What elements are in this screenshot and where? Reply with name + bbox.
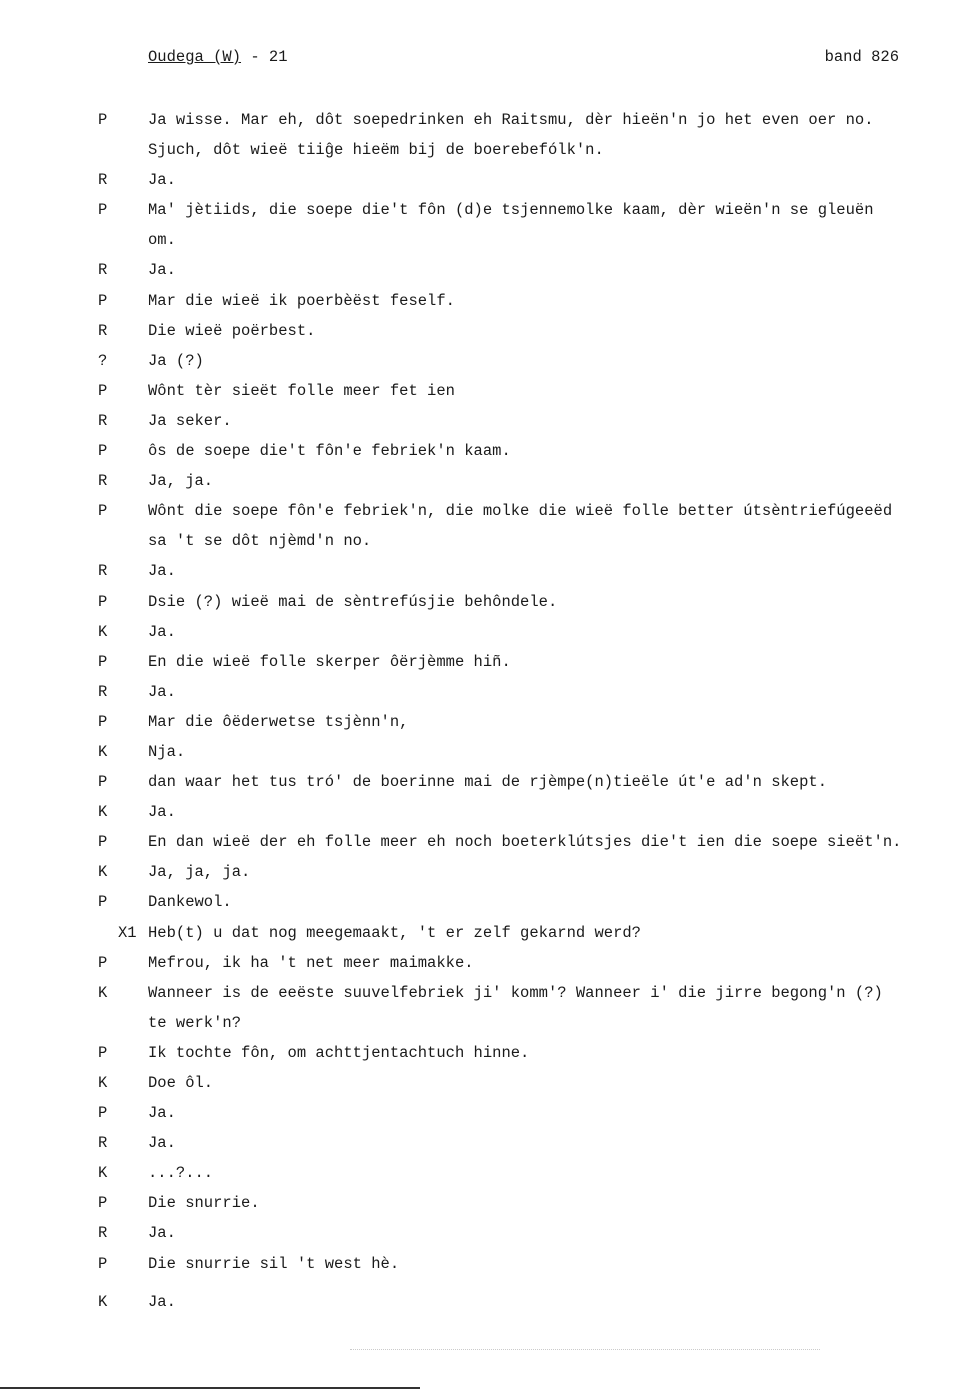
speaker-label: X1: [118, 923, 137, 942]
speaker-label: P: [98, 502, 108, 521]
transcript-line: [0, 318, 979, 348]
speaker-label: K: [98, 863, 108, 882]
transcript-line: [0, 1040, 979, 1070]
line-text: Heb(t) u dat nog meegemaakt, 't er zelf gekarnd werd?: [148, 923, 641, 942]
line-text: Ja.: [148, 171, 176, 190]
line-text: Mar die ôëderwetse tsjènn'n,: [148, 712, 409, 731]
speaker-label: P: [98, 201, 108, 220]
line-text: ...?...: [148, 1164, 214, 1183]
transcript-line: [0, 378, 979, 408]
line-text: Ik tochte fôn, om achttjentachtuch hinne.: [148, 1043, 530, 1062]
line-text: Ma' jètiids, die soepe die't fôn (d)e tsjennemolke kaam, dèr wieën'n se gleuën: [148, 201, 874, 220]
speaker-label: K: [98, 742, 108, 761]
transcript-line: [0, 589, 979, 619]
speaker-label: P: [98, 381, 108, 400]
line-text: Ja.: [148, 562, 176, 581]
speaker-label: P: [98, 442, 108, 461]
transcript-line: [0, 197, 979, 227]
line-text: Ja.: [148, 803, 176, 822]
speaker-label: ?: [98, 351, 108, 370]
line-text: Ja.: [148, 1104, 176, 1123]
transcript-line: [0, 1251, 979, 1281]
speaker-label: R: [98, 682, 108, 701]
line-text: Ja.: [148, 682, 176, 701]
page-title: [148, 48, 288, 66]
line-text: Ja.: [148, 622, 176, 641]
line-text: Mar die wieë ik poerbèëst feself.: [148, 291, 455, 310]
page-number: - 21: [250, 48, 288, 66]
speaker-label: R: [98, 411, 108, 430]
line-text: Wanneer is de eeëste suuvelfebriek ji' komm'? Wanneer i' die jirre begong'n (?): [148, 983, 883, 1002]
transcript-line: [0, 468, 979, 498]
transcript-line: [0, 859, 979, 889]
line-text: Ja.: [148, 1134, 176, 1153]
speaker-label: R: [98, 1134, 108, 1153]
line-text: Die snurrie sil 't west hè.: [148, 1254, 400, 1273]
line-text: Die wieë poërbest.: [148, 321, 316, 340]
transcript-line: [0, 920, 979, 950]
line-text: Wônt die soepe fôn'e febriek'n, die molke die wieë folle better útsèntriefúgeeëd: [148, 502, 893, 521]
transcript-line: [0, 348, 979, 378]
line-text: Wônt tèr sieët folle meer fet ien: [148, 381, 455, 400]
line-text: Ja seker.: [148, 411, 232, 430]
speaker-label: P: [98, 1104, 108, 1123]
transcript-line: [0, 1070, 979, 1100]
line-text: sa 't se dôt njèmd'n no.: [148, 532, 372, 551]
transcript-line: [0, 257, 979, 287]
transcript-line: [0, 799, 979, 829]
transcript-line: [0, 829, 979, 859]
line-text: om.: [148, 231, 176, 250]
speaker-label: R: [98, 261, 108, 280]
speaker-label: K: [98, 983, 108, 1002]
speaker-label: R: [98, 1224, 108, 1243]
transcript-line: [0, 709, 979, 739]
transcript-line: [0, 528, 979, 558]
speaker-label: R: [98, 171, 108, 190]
transcript-line: [0, 167, 979, 197]
line-text: Dankewol.: [148, 893, 232, 912]
speaker-label: P: [98, 773, 108, 792]
transcript-line: [0, 980, 979, 1010]
line-text: dan waar het tus tró' de boerinne mai de rjèmpe(n)tieële út'e ad'n skept.: [148, 773, 828, 792]
transcript-line: [0, 950, 979, 980]
transcript-line: [0, 107, 979, 137]
line-text: Nja.: [148, 742, 186, 761]
page-header: [148, 48, 899, 72]
line-text: Ja.: [148, 1292, 176, 1311]
line-text: Mefrou, ik ha 't net meer maimakke.: [148, 953, 474, 972]
transcript-line: [0, 889, 979, 919]
speaker-label: P: [98, 111, 108, 129]
transcript-line: [0, 1130, 979, 1160]
line-text: Ja, ja.: [148, 472, 214, 491]
line-text: Ja.: [148, 1224, 176, 1243]
transcript-line: [0, 288, 979, 318]
title-text: Oudega (W): [148, 48, 242, 66]
speaker-label: K: [98, 622, 108, 641]
line-text: En die wieë folle skerper ôërjèmme hiñ.: [148, 652, 511, 671]
line-text: Dsie (?) wieë mai de sèntrefúsjie behôndele.: [148, 592, 558, 611]
line-text: Ja wisse. Mar eh, dôt soepedrinken eh Raitsmu, dèr hieën'n jo het even oer no.: [148, 111, 874, 129]
transcript-line: [0, 1220, 979, 1250]
transcript-line: [0, 137, 979, 167]
speaker-label: K: [98, 1292, 108, 1311]
speaker-label: P: [98, 712, 108, 731]
line-text: Die snurrie.: [148, 1194, 260, 1213]
transcript-line: [0, 679, 979, 709]
speaker-label: P: [98, 833, 108, 852]
line-text: En dan wieë der eh folle meer eh noch boeterklútsjes die't ien die soepe sieët'n.: [148, 833, 902, 852]
transcript-line: [0, 769, 979, 799]
line-text: te werk'n?: [148, 1013, 242, 1032]
transcript-line: [0, 1100, 979, 1130]
transcript-line: [0, 438, 979, 468]
transcript-line: [0, 498, 979, 528]
speaker-label: P: [98, 291, 108, 310]
speaker-label: P: [98, 1194, 108, 1213]
line-text: Ja.: [148, 261, 176, 280]
speaker-label: P: [98, 1254, 108, 1273]
transcript-line: [0, 558, 979, 588]
speaker-label: P: [98, 953, 108, 972]
speaker-label: R: [98, 321, 108, 340]
speaker-label: K: [98, 1074, 108, 1092]
transcript-line: [0, 1010, 979, 1040]
speaker-label: P: [98, 893, 108, 912]
speaker-label: P: [98, 1043, 108, 1062]
speaker-label: K: [98, 1164, 108, 1183]
transcript-line: [0, 739, 979, 769]
transcript-line: [0, 227, 979, 257]
speaker-label: R: [98, 562, 108, 581]
bottom-rule: [0, 1387, 420, 1389]
line-text: ôs de soepe die't fôn'e febriek'n kaam.: [148, 442, 511, 461]
transcript-line: [0, 1289, 979, 1319]
speaker-label: P: [98, 592, 108, 611]
speaker-label: P: [98, 652, 108, 671]
speaker-label: K: [98, 803, 108, 822]
band-label: band 826: [824, 48, 899, 66]
transcript-line: [0, 1160, 979, 1190]
transcript-line: [0, 649, 979, 679]
line-text: Doe ôl.: [148, 1074, 214, 1092]
transcript-line: [0, 408, 979, 438]
speaker-label: R: [98, 472, 108, 491]
scan-noise: [350, 1335, 820, 1350]
line-text: Ja (?): [148, 351, 204, 370]
transcript-line: [0, 619, 979, 649]
line-text: Sjuch, dôt wieë tiiĝe hieëm bij de boerebefólk'n.: [148, 141, 604, 160]
transcript-lines: [0, 107, 979, 1319]
transcript-line: [0, 1190, 979, 1220]
line-text: Ja, ja, ja.: [148, 863, 251, 882]
